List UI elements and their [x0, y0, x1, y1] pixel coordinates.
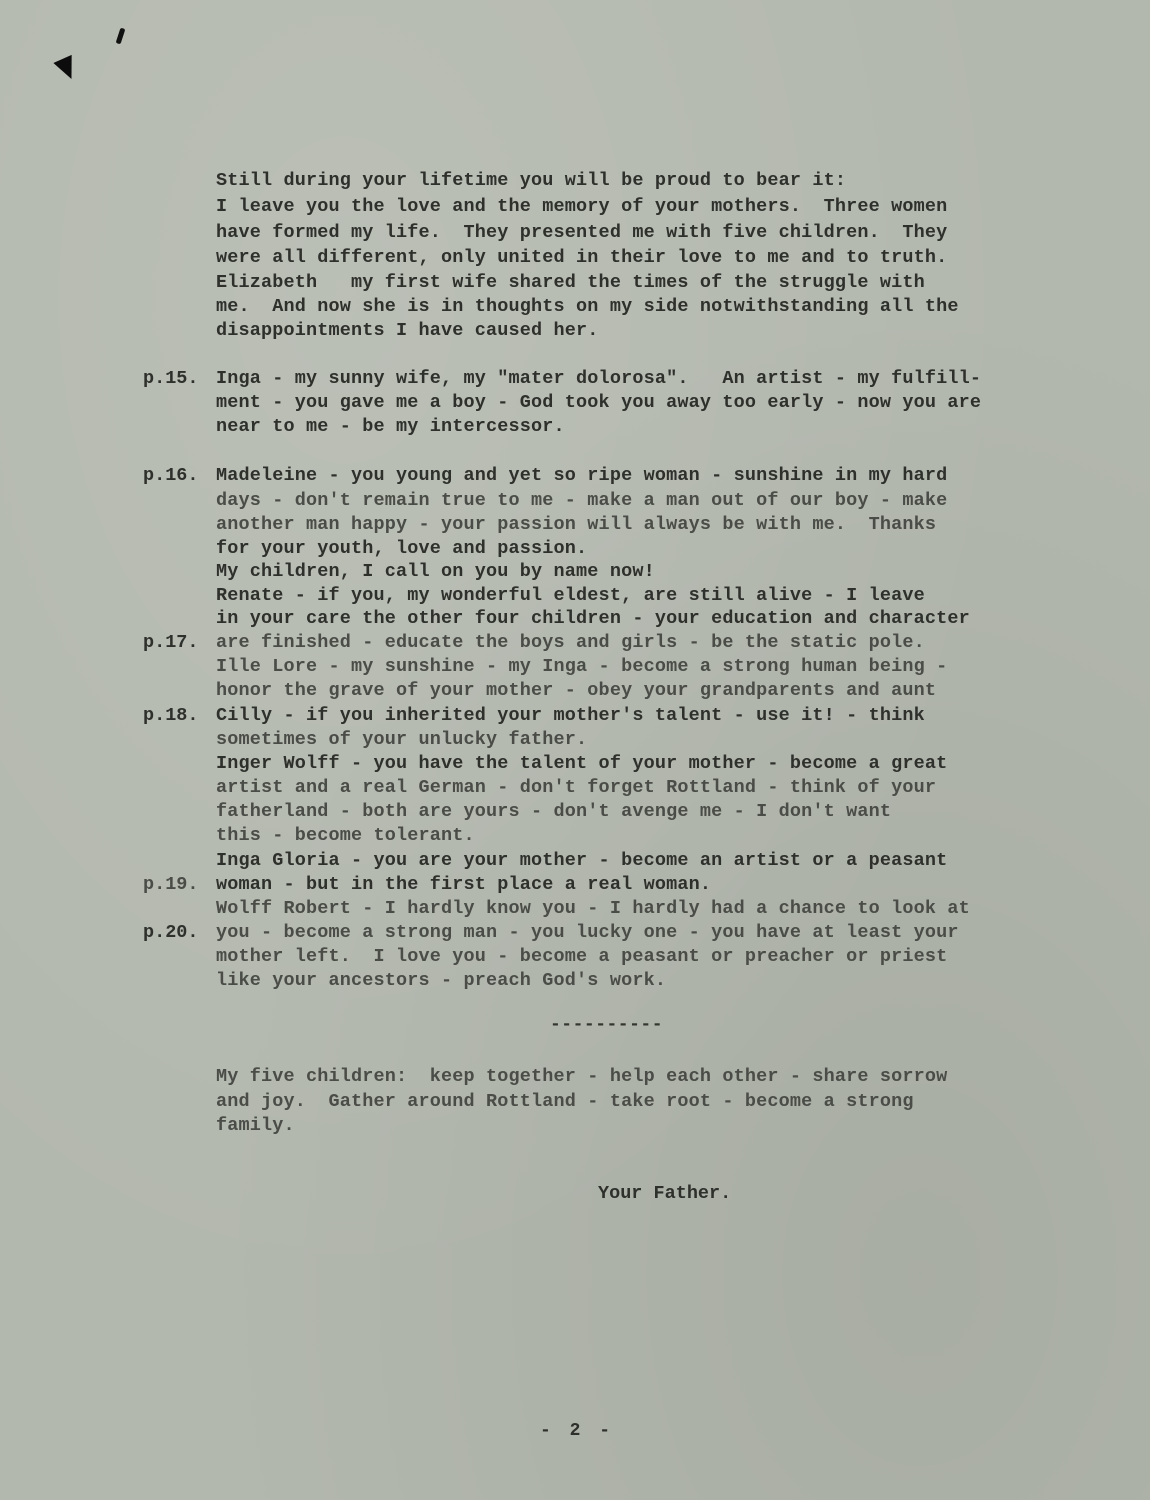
- arrow-icon: [53, 55, 80, 83]
- page-reference: p.17.: [143, 632, 199, 653]
- page-reference: p.19.: [143, 874, 199, 895]
- letter-line: ment - you gave me a boy - God took you away too early - now you are: [216, 392, 982, 413]
- letter-line: Elizabeth my first wife shared the times of the struggle with: [216, 272, 925, 293]
- letter-line: Renate - if you, my wonderful eldest, are still alive - I leave: [216, 585, 925, 606]
- letter-line: you - become a strong man - you lucky one - you have at least your: [216, 922, 959, 943]
- letter-line: mother left. I love you - become a peasant or preacher or priest: [216, 946, 948, 967]
- letter-line: Still during your lifetime you will be proud to bear it:: [216, 170, 847, 191]
- letter-line: for your youth, love and passion.: [216, 538, 588, 559]
- letter-line: and joy. Gather around Rottland - take root - become a strong: [216, 1091, 914, 1112]
- letter-line: woman - but in the first place a real woman.: [216, 874, 712, 895]
- letter-line: fatherland - both are yours - don't avenge me - I don't want: [216, 801, 892, 822]
- page-reference: p.18.: [143, 705, 199, 726]
- page-number: - 2 -: [540, 1421, 615, 1441]
- page-reference: p.20.: [143, 922, 199, 943]
- letter-line: like your ancestors - preach God's work.: [216, 970, 667, 991]
- letter-line: Inga Gloria - you are your mother - become an artist or a peasant: [216, 850, 948, 871]
- letter-line: are finished - educate the boys and girls - be the static pole.: [216, 632, 925, 653]
- letter-line: near to me - be my intercessor.: [216, 416, 565, 437]
- ink-mark: [116, 28, 126, 45]
- letter-line: Inger Wolff - you have the talent of your mother - become a great: [216, 753, 948, 774]
- letter-line: family.: [216, 1115, 295, 1136]
- letter-line: My children, I call on you by name now!: [216, 561, 655, 582]
- letter-line: Wolff Robert - I hardly know you - I hardly had a chance to look at: [216, 898, 970, 919]
- letter-line: another man happy - your passion will always be with me. Thanks: [216, 514, 937, 535]
- letter-line: Ille Lore - my sunshine - my Inga - become a strong human being -: [216, 656, 948, 677]
- page-reference: p.16.: [143, 465, 199, 486]
- signature-line: Your Father.: [598, 1183, 732, 1204]
- page-reference: p.15.: [143, 368, 199, 389]
- letter-line: sometimes of your unlucky father.: [216, 729, 588, 750]
- letter-line: me. And now she is in thoughts on my side notwithstanding all the: [216, 296, 959, 317]
- letter-line: were all different, only united in their love to me and to truth.: [216, 247, 948, 268]
- letter-line: honor the grave of your mother - obey your grandparents and aunt: [216, 680, 937, 701]
- letter-line: days - don't remain true to me - make a man out of our boy - make: [216, 490, 948, 511]
- letter-line: Madeleine - you young and yet so ripe woman - sunshine in my hard: [216, 465, 948, 486]
- letter-line: Inga - my sunny wife, my "mater dolorosa". An artist - my fulfill-: [216, 368, 982, 389]
- section-divider: ----------: [550, 1015, 664, 1035]
- letter-line: My five children: keep together - help each other - share sorrow: [216, 1066, 948, 1087]
- letter-line: in your care the other four children - your education and character: [216, 608, 970, 629]
- letter-line: Cilly - if you inherited your mother's talent - use it! - think: [216, 705, 925, 726]
- letter-line: this - become tolerant.: [216, 825, 475, 846]
- letter-line: have formed my life. They presented me with five children. They: [216, 222, 948, 243]
- letter-line: disappointments I have caused her.: [216, 320, 599, 341]
- letter-line: artist and a real German - don't forget Rottland - think of your: [216, 777, 937, 798]
- letter-line: I leave you the love and the memory of your mothers. Three women: [216, 196, 948, 217]
